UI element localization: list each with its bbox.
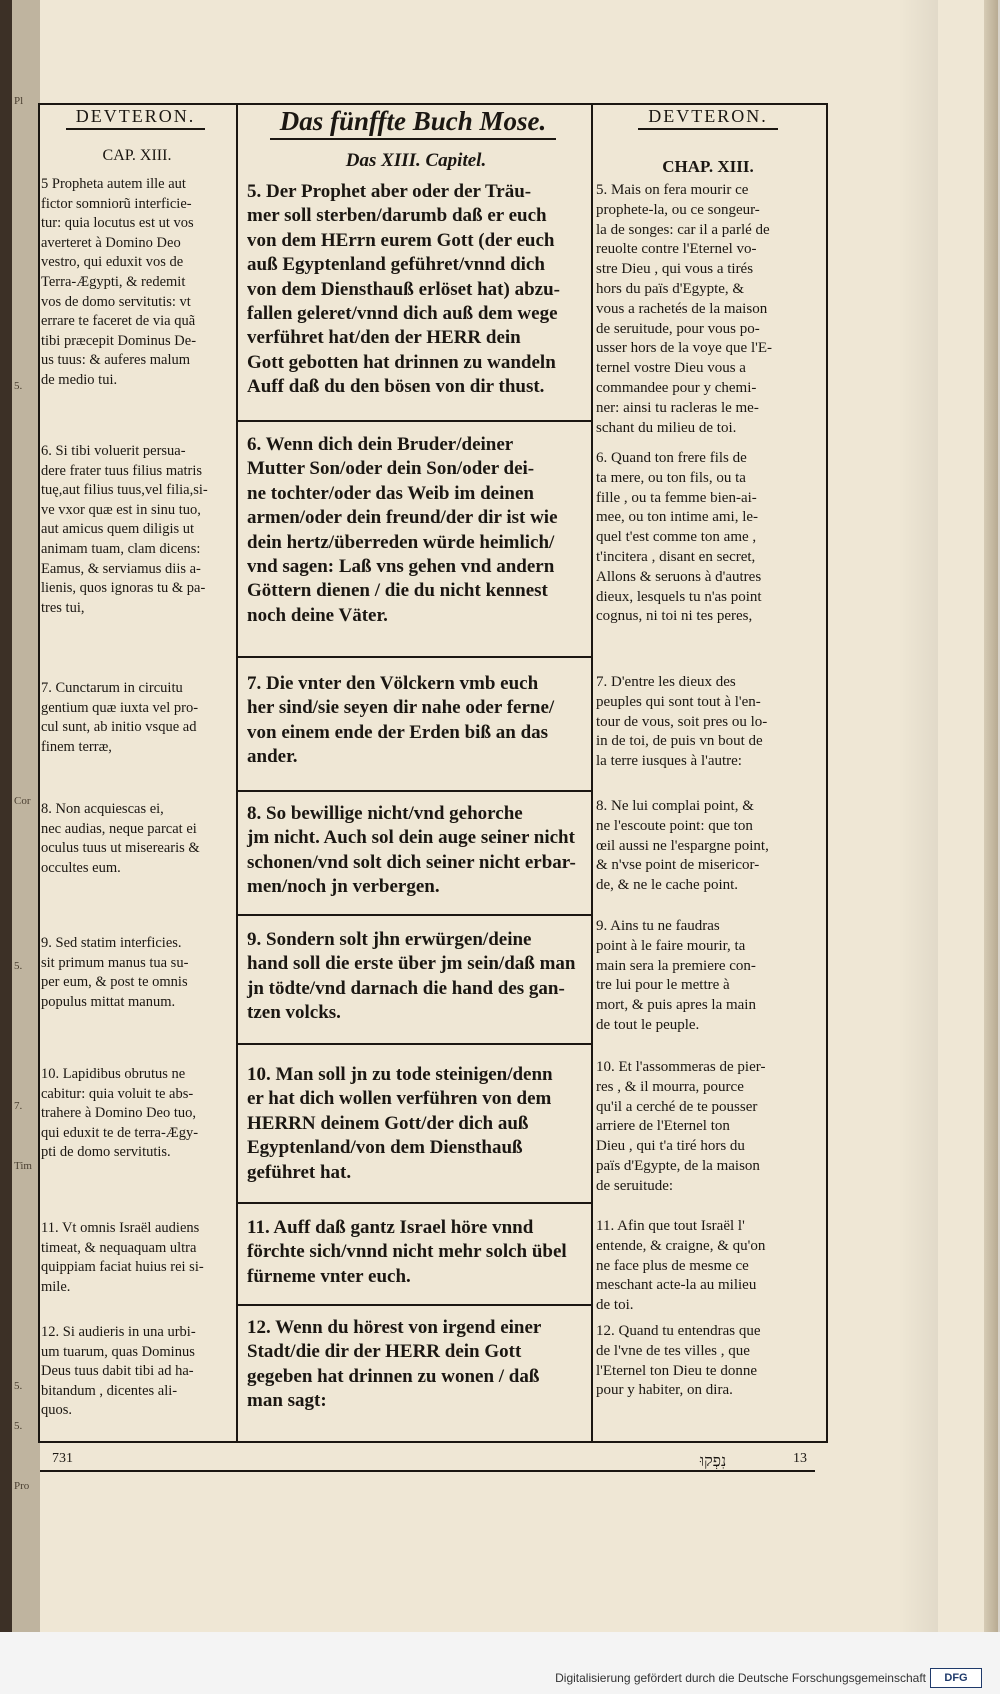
bottom-rule xyxy=(38,1441,828,1443)
latin-verse-10: 10. Lapidibus obrutus ne cabitur: quia voluit te abs- trahere à Domino Deo tuo, qui eduxit te de terra-Ægy- pti de domo servitutis. xyxy=(41,1066,199,1161)
german-verse-10: 10. Man soll jn zu tode steinigen/denn er hat dich wollen verführen von dem HERRN deinem Gott/der dich auß Egyptenland/von dem Diensthauß geführet hat. xyxy=(247,1064,553,1183)
margin-mark: 7. xyxy=(14,1100,23,1112)
page-number-left: 731 xyxy=(52,1451,73,1466)
latin-verse-5: 5 Propheta autem ille aut fictor somniorũ interficie- tur: quia locutus est ut vos averteret à Domino Deo vestro, qui eduxit vos de Terra-Ægypti, & redemit vos de domo servitutis: vt errare te faceret de via quã tibi præcepit Dominus De- us tuus: & auferes malum de medio tui. xyxy=(41,176,197,388)
french-verse-5: 5. Mais on fera mourir ce prophete-la, ou ce songeur- la de songes: car il a parlé de reuolte contre l'Eternel vo- stre Dieu , qui vous a tirés hors du païs d'Egypte, & vous a rachetés de la maison de seruitude, pour vous po- usser hors de la voye que l'E- ternel vostre Dieu vous a commandee pour y chemi- ner: ainsi tu racleras le me- schant du milieu de toi. xyxy=(596,182,772,436)
margin-mark: Cor xyxy=(14,795,31,807)
digitization-credit: Digitalisierung gefördert durch die Deutsche Forschungsgemeinschaft xyxy=(555,1671,926,1685)
latin-verse-9: 9. Sed statim interficies. sit primum manus tua su- per eum, & post te omnis populus mittat manum. xyxy=(41,935,189,1010)
french-running-head: DEVTERON. xyxy=(597,106,819,140)
german-running-head: Das fünffte Buch Mose. xyxy=(243,106,583,140)
latin-verse-8: 8. Non acquiescas ei, nec audias, neque parcat ei oculus tuus ut miserearis & occultes eum. xyxy=(41,801,200,876)
verse-divider xyxy=(238,1202,591,1204)
margin-mark: Tim xyxy=(14,1160,32,1172)
verse-divider xyxy=(238,420,591,422)
column-rule-outer xyxy=(826,103,828,1443)
margin-mark: 5. xyxy=(14,380,23,392)
hebrew-catchword: נִפְקוּ xyxy=(700,1451,727,1470)
latin-chapter-title: CAP. XIII. xyxy=(102,147,172,164)
dfg-logo: DFG xyxy=(930,1668,982,1688)
top-rule xyxy=(38,103,828,105)
margin-mark: Pl xyxy=(14,95,24,107)
french-chapter-title: CHAP. XIII. xyxy=(662,157,754,176)
french-verse-12: 12. Quand tu entendras que de l'vne de tes villes , que l'Eternel ton Dieu te donne pour y habiter, on dira. xyxy=(596,1323,761,1399)
page-shadow xyxy=(898,0,938,1632)
french-verse-9: 9. Ains tu ne faudras point à le faire mourir, ta main sera la premiere con- tre lui pour le mettre à mort, & puis apres la main de tout le peuple. xyxy=(596,918,756,1033)
french-verse-8: 8. Ne lui complai point, & ne l'escoute point: que ton œil aussi ne l'espargne point, & n'vse point de misericor- de, & ne le cache point. xyxy=(596,798,769,894)
latin-verse-11: 11. Vt omnis Israël audiens timeat, & nequaquam ultra quippiam faciat huius rei si- mile. xyxy=(41,1220,204,1295)
page-edge xyxy=(984,0,998,1632)
french-verse-11: 11. Afin que tout Israël l' entende, & craigne, & qu'on ne face plus de mesme ce meschant acte-la au milieu de toi. xyxy=(596,1218,766,1314)
page-number-right: 13 xyxy=(793,1451,807,1466)
french-verse-7: 7. D'entre les dieux des peuples qui sont tout à l'en- tour de vous, soit pres ou lo- in de toi, de puis vn bout de la terre iusques à l'autre: xyxy=(596,674,768,770)
latin-verse-7: 7. Cunctarum in circuitu gentium quæ iuxta vel pro- cul sunt, ab initio vsque ad finem terræ, xyxy=(41,680,199,755)
verse-divider xyxy=(238,1043,591,1045)
margin-mark: 5. xyxy=(14,960,23,972)
german-chapter-title: Das XIII. Capitel. xyxy=(345,150,487,171)
latin-running-head: DEVTERON. xyxy=(38,106,233,140)
german-verse-12: 12. Wenn du hörest von irgend einer Stadt/die dir der HERR dein Gott gegeben hat drinnen zu wonen / daß man sagt: xyxy=(247,1317,542,1412)
german-verse-9: 9. Sondern solt jhn erwürgen/deine hand soll die erste über jm sein/daß man jn tödte/vnd darnach die hand des gan- tzen volcks. xyxy=(247,929,576,1024)
book-binding xyxy=(0,0,12,1694)
previous-page-edge xyxy=(12,0,41,1694)
margin-mark: 5. xyxy=(14,1420,23,1432)
verse-divider xyxy=(238,656,591,658)
verse-divider xyxy=(238,1304,591,1306)
german-verse-6: 6. Wenn dich dein Bruder/deiner Mutter Son/oder dein Son/oder dei- ne tochter/oder das Weib im deinen armen/oder dein freund/der dir ist wie dein hertz/überreden würde heimlich/ vnd sagen: Laß vns gehen vnd andern Göttern dienen / die du nicht kennest noch deine Väter. xyxy=(247,434,558,626)
margin-mark: 5. xyxy=(14,1380,23,1392)
latin-verse-12: 12. Si audieris in una urbi- um tuarum, quas Dominus Deus tuus dabit tibi ad ha- bitandum , dicentes ali- quos. xyxy=(41,1324,196,1419)
column-rule-right xyxy=(591,103,593,1443)
margin-mark: Pro xyxy=(14,1480,30,1492)
german-verse-11: 11. Auff daß gantz Israel höre vnnd förchte sich/vnnd nicht mehr solch übel fürneme vnter euch. xyxy=(247,1217,567,1287)
german-verse-7: 7. Die vnter den Völckern vmb euch her sind/sie seyen dir nahe oder ferne/ von einem ende der Erden biß an das ander. xyxy=(247,673,555,768)
verse-divider xyxy=(238,790,591,792)
latin-verse-6: 6. Si tibi voluerit persua- dere frater tuus filius matris tuę,aut filius tuus,vel filia,si- ve vxor quæ est in sinu tuo, aut amicus quem diligis ut animam tuam, clam dicens: Eamus, & serviamus diis a- lienis, quos ignoras tu & pa- tres tui, xyxy=(41,443,208,616)
verse-divider xyxy=(238,914,591,916)
german-verse-5: 5. Der Prophet aber oder der Träu- mer soll sterben/darumb daß er euch von dem HErrn eurem Gott (der euch auß Egyptenland geführet/vnnd dich von dem Diensthauß erlöset hat) abzu- fallen geleret/vnnd dich auß dem wege verführet hat/den der HERR dein Gott gebotten hat drinnen zu wandeln Auff daß du den bösen von dir thust. xyxy=(247,181,560,398)
german-verse-8: 8. So bewillige nicht/vnd gehorche jm nicht. Auch sol dein auge seiner nicht schonen/vnd solt dich seiner nicht erbar- men/noch jn verbergen. xyxy=(247,803,576,898)
footer-rule xyxy=(40,1470,815,1472)
column-rule-left xyxy=(236,103,238,1443)
column-rule-inner xyxy=(38,103,40,1443)
french-verse-10: 10. Et l'assommeras de pier- res , & il mourra, pource qu'il a cerché de te pousser arriere de l'Eternel ton Dieu , qui t'a tiré hors du païs d'Egypte, de la maison de seruitude: xyxy=(596,1059,766,1194)
french-verse-6: 6. Quand ton frere fils de ta mere, ou ton fils, ou ta fille , ou ta femme bien-ai- mee, ou ton intime ami, le- quel t'est comme ton ame , t'incitera , disant en secret, Allons & seruons à d'autres dieux, lesquels tu n'as point cognus, ni toi ni tes peres, xyxy=(596,450,762,625)
